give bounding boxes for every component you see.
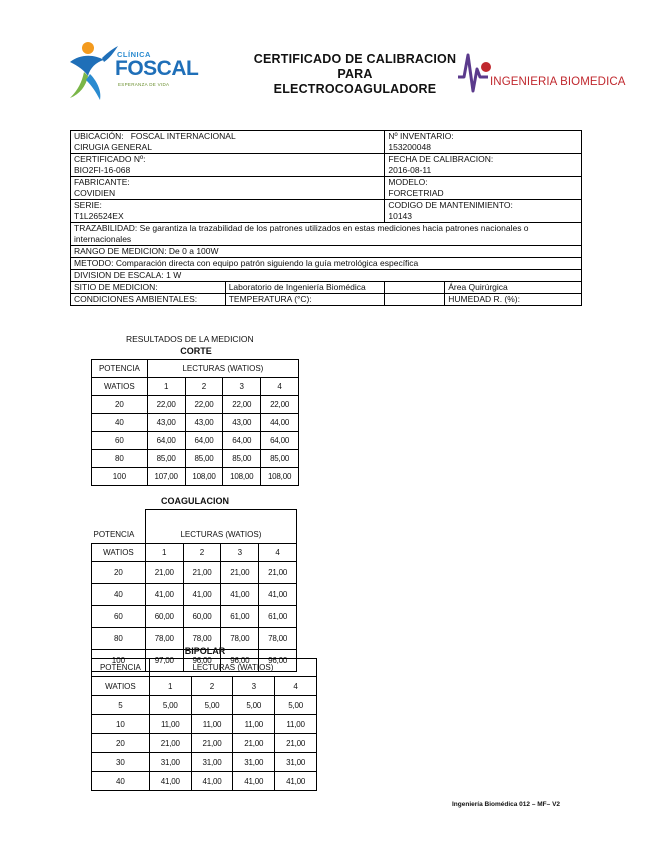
coagulacion-potencia-cell: 20 [92, 562, 146, 584]
corte-row [92, 432, 299, 450]
bipolar-reading-cell: 5,00 [233, 696, 275, 715]
corte-reading-cell: 108,00 [223, 468, 261, 486]
corte-col-3: 3 [223, 378, 261, 396]
corte-reading-cell: 64,00 [147, 432, 185, 450]
fabricante-cell [71, 177, 385, 200]
inventario-label: Nº INVENTARIO: [388, 131, 454, 141]
info-row-condiciones [71, 294, 582, 306]
modelo-value: FORCETRIAD [388, 188, 444, 198]
corte-reading-cell: 22,00 [147, 396, 185, 414]
bipolar-reading-cell: 41,00 [233, 772, 275, 791]
ubicacion-label: UBICACIÓN: [74, 131, 124, 141]
bipolar-reading-cell: 41,00 [275, 772, 317, 791]
bipolar-reading-cell: 21,00 [149, 734, 191, 753]
foscal-brand-text: FOSCAL [115, 57, 199, 80]
corte-reading-cell: 108,00 [261, 468, 299, 486]
corte-reading-cell: 85,00 [147, 450, 185, 468]
bipolar-reading-cell: 31,00 [149, 753, 191, 772]
corte-reading-cell: 107,00 [147, 468, 185, 486]
certificado-cell [71, 154, 385, 177]
bipolar-header-row-1 [92, 659, 317, 677]
coagulacion-reading-cell: 97,00 [145, 650, 183, 672]
coagulacion-reading-cell: 61,00 [259, 606, 297, 628]
title-line-1: CERTIFICADO DE CALIBRACION [253, 52, 457, 66]
info-row-fabricante [71, 177, 582, 200]
bipolar-reading-cell: 5,00 [275, 696, 317, 715]
bipolar-col-1: 1 [149, 677, 191, 696]
ubicacion-value: FOSCAL INTERNACIONAL [130, 131, 236, 141]
corte-reading-cell: 43,00 [223, 414, 261, 432]
corte-row [92, 396, 299, 414]
bipolar-reading-cell: 11,00 [149, 715, 191, 734]
info-row-sitio [71, 282, 582, 294]
bipolar-watios-label: WATIOS [92, 677, 150, 696]
foscal-tagline: ESPERANZA DE VIDA [118, 82, 170, 87]
coagulacion-reading-cell: 78,00 [259, 628, 297, 650]
coagulacion-reading-cell: 41,00 [145, 584, 183, 606]
bipolar-reading-cell: 41,00 [149, 772, 191, 791]
corte-reading-cell: 44,00 [261, 414, 299, 432]
bipolar-row [92, 753, 317, 772]
bipolar-col-3: 3 [233, 677, 275, 696]
coagulacion-potencia-cell: 100 [92, 650, 146, 672]
bipolar-reading-cell: 11,00 [275, 715, 317, 734]
coagulacion-col-2: 2 [183, 544, 221, 562]
serie-cell [71, 200, 385, 223]
corte-col-1: 1 [147, 378, 185, 396]
coagulacion-reading-cell: 61,00 [221, 606, 259, 628]
corte-reading-cell: 64,00 [223, 432, 261, 450]
coagulacion-reading-cell: 21,00 [259, 562, 297, 584]
modelo-label: MODELO: [388, 177, 428, 187]
corte-row [92, 450, 299, 468]
corte-reading-cell: 64,00 [261, 432, 299, 450]
coagulacion-potencia-cell: 60 [92, 606, 146, 628]
coagulacion-potencia-cell: 40 [92, 584, 146, 606]
ubicacion-cell [71, 131, 385, 154]
serie-value: T1L26524EX [74, 211, 124, 221]
coagulacion-reading-cell: 41,00 [221, 584, 259, 606]
equipment-info-table [70, 130, 582, 306]
bipolar-potencia-label: POTENCIA [92, 659, 150, 677]
coagulacion-row [92, 606, 297, 628]
temperatura-value [385, 294, 445, 306]
bipolar-row [92, 772, 317, 791]
corte-reading-cell: 85,00 [185, 450, 223, 468]
info-row-certificado [71, 154, 582, 177]
coagulacion-watios-label: WATIOS [92, 544, 146, 562]
bipolar-reading-cell: 31,00 [275, 753, 317, 772]
bipolar-row [92, 696, 317, 715]
fecha-value: 2016-08-11 [388, 165, 432, 175]
codigo-cell [385, 200, 582, 223]
bipolar-col-2: 2 [191, 677, 233, 696]
certificado-value: BIO2FI-16-068 [74, 165, 131, 175]
coagulacion-reading-cell: 78,00 [183, 628, 221, 650]
foscal-clinica-text: CLÍNICA [117, 50, 151, 59]
info-row-trazabilidad [71, 223, 582, 246]
coagulacion-header-row-0 [92, 510, 297, 526]
coagulacion-reading-cell: 41,00 [259, 584, 297, 606]
coagulacion-reading-cell: 96,00 [221, 650, 259, 672]
corte-col-2: 2 [185, 378, 223, 396]
bipolar-potencia-cell: 30 [92, 753, 150, 772]
metodo-cell: METODO: Comparación directa con equipo patrón siguiendo la guía metrológica específica [71, 258, 582, 270]
corte-potencia-cell: 100 [92, 468, 148, 486]
corte-header-row-2 [92, 378, 299, 396]
corte-reading-cell: 22,00 [261, 396, 299, 414]
info-row-division [71, 270, 582, 282]
coagulacion-reading-cell: 21,00 [221, 562, 259, 584]
corte-reading-cell: 64,00 [185, 432, 223, 450]
bipolar-reading-cell: 21,00 [233, 734, 275, 753]
sitio-label: SITIO DE MEDICION: [71, 282, 226, 294]
corte-reading-cell: 22,00 [223, 396, 261, 414]
area-value: Área Quirúrgica [445, 282, 582, 294]
coagulacion-potencia-label: POTENCIA [93, 529, 135, 539]
codigo-label: CODIGO DE MANTENIMIENTO: [388, 200, 513, 210]
info-row-rango [71, 246, 582, 258]
bipolar-potencia-cell: 40 [92, 772, 150, 791]
corte-title: CORTE [180, 346, 212, 356]
coagulacion-reading-cell: 78,00 [221, 628, 259, 650]
corte-lecturas-label: LECTURAS (WATIOS) [147, 360, 298, 378]
corte-row [92, 468, 299, 486]
coagulacion-reading-cell: 78,00 [145, 628, 183, 650]
corte-potencia-cell: 20 [92, 396, 148, 414]
title-line-3: ELECTROCOAGULADORE [273, 82, 437, 96]
corte-potencia-label: POTENCIA [92, 360, 148, 378]
coagulacion-lecturas-label: LECTURAS (WATIOS) [145, 526, 296, 544]
footer-code: Ingeniería Biomédica 012 – MF– V2 [452, 801, 561, 808]
corte-reading-cell: 43,00 [185, 414, 223, 432]
bipolar-reading-cell: 11,00 [191, 715, 233, 734]
coagulacion-col-3: 3 [221, 544, 259, 562]
coagulacion-header-row-1 [92, 526, 297, 544]
bipolar-reading-cell: 41,00 [191, 772, 233, 791]
bipolar-potencia-cell: 10 [92, 715, 150, 734]
division-cell: DIVISION DE ESCALA: 1 W [71, 270, 582, 282]
bipolar-row [92, 734, 317, 753]
results-heading: RESULTADOS DE LA MEDICION [126, 334, 254, 344]
corte-reading-cell: 85,00 [223, 450, 261, 468]
coagulacion-header-row-2 [92, 544, 297, 562]
corte-potencia-cell: 80 [92, 450, 148, 468]
coagulacion-row [92, 584, 297, 606]
coagulacion-reading-cell: 60,00 [145, 606, 183, 628]
bipolar-potencia-cell: 5 [92, 696, 150, 715]
corte-row [92, 414, 299, 432]
sitio-value: Laboratorio de Ingeniería Biomédica [225, 282, 385, 294]
bipolar-table [91, 658, 317, 791]
ubicacion-sub: CIRUGIA GENERAL [74, 142, 152, 152]
bipolar-reading-cell: 21,00 [191, 734, 233, 753]
codigo-value: 10143 [388, 211, 413, 221]
modelo-cell [385, 177, 582, 200]
fabricante-value: COVIDIEN [74, 188, 116, 198]
bipolar-col-4: 4 [275, 677, 317, 696]
coagulacion-title: COAGULACION [161, 496, 229, 506]
bipolar-reading-cell: 21,00 [275, 734, 317, 753]
corte-table [91, 359, 299, 486]
humedad-label: HUMEDAD R. (%): [445, 294, 582, 306]
corte-potencia-cell: 60 [92, 432, 148, 450]
corte-reading-cell: 85,00 [261, 450, 299, 468]
info-row-serie [71, 200, 582, 223]
bipolar-row [92, 715, 317, 734]
fecha-label: FECHA DE CALIBRACION: [388, 154, 494, 164]
title-line-2: PARA [337, 67, 373, 81]
coagulacion-reading-cell: 96,00 [259, 650, 297, 672]
bipolar-potencia-cell: 20 [92, 734, 150, 753]
bipolar-reading-cell: 5,00 [191, 696, 233, 715]
bipolar-reading-cell: 31,00 [191, 753, 233, 772]
fecha-cell [385, 154, 582, 177]
condiciones-label: CONDICIONES AMBIENTALES: [71, 294, 226, 306]
coagulacion-reading-cell: 21,00 [183, 562, 221, 584]
inventario-value: 153200048 [388, 142, 431, 152]
bipolar-reading-cell: 5,00 [149, 696, 191, 715]
corte-watios-label: WATIOS [92, 378, 148, 396]
bipolar-reading-cell: 31,00 [233, 753, 275, 772]
coagulacion-reading-cell: 60,00 [183, 606, 221, 628]
info-row-metodo [71, 258, 582, 270]
bipolar-header-row-2 [92, 677, 317, 696]
corte-header-row-1 [92, 360, 299, 378]
coagulacion-reading-cell: 41,00 [183, 584, 221, 606]
temperatura-label: TEMPERATURA (°C): [225, 294, 385, 306]
ingenieria-biomedica-text: INGENIERIA BIOMEDICA [490, 76, 626, 88]
trazabilidad-cell: TRAZABILIDAD: Se garantiza la trazabilidad de los patrones utilizados en estas mediciones hacia patrones nacionales o internacionales [71, 223, 582, 246]
certificado-label: CERTIFICADO Nº: [74, 154, 146, 164]
serie-label: SERIE: [74, 200, 102, 210]
bipolar-title: BIPOLAR [184, 646, 226, 656]
info-row-ubicacion [71, 131, 582, 154]
corte-reading-cell: 108,00 [185, 468, 223, 486]
coagulacion-col-4: 4 [259, 544, 297, 562]
coagulacion-col-1: 1 [145, 544, 183, 562]
coagulacion-reading-cell: 96,00 [183, 650, 221, 672]
rango-cell: RANGO DE MEDICION: De 0 a 100W [71, 246, 582, 258]
foscal-figure-icon [64, 40, 120, 102]
coagulacion-reading-cell: 21,00 [145, 562, 183, 584]
bipolar-lecturas-label: LECTURAS (WATIOS) [149, 659, 316, 677]
fabricante-label: FABRICANTE: [74, 177, 130, 187]
sitio-empty [385, 282, 445, 294]
corte-reading-cell: 22,00 [185, 396, 223, 414]
inventario-cell [385, 131, 582, 154]
coagulacion-potencia-cell: 80 [92, 628, 146, 650]
corte-reading-cell: 43,00 [147, 414, 185, 432]
corte-col-4: 4 [261, 378, 299, 396]
corte-potencia-cell: 40 [92, 414, 148, 432]
bipolar-reading-cell: 11,00 [233, 715, 275, 734]
coagulacion-row [92, 562, 297, 584]
